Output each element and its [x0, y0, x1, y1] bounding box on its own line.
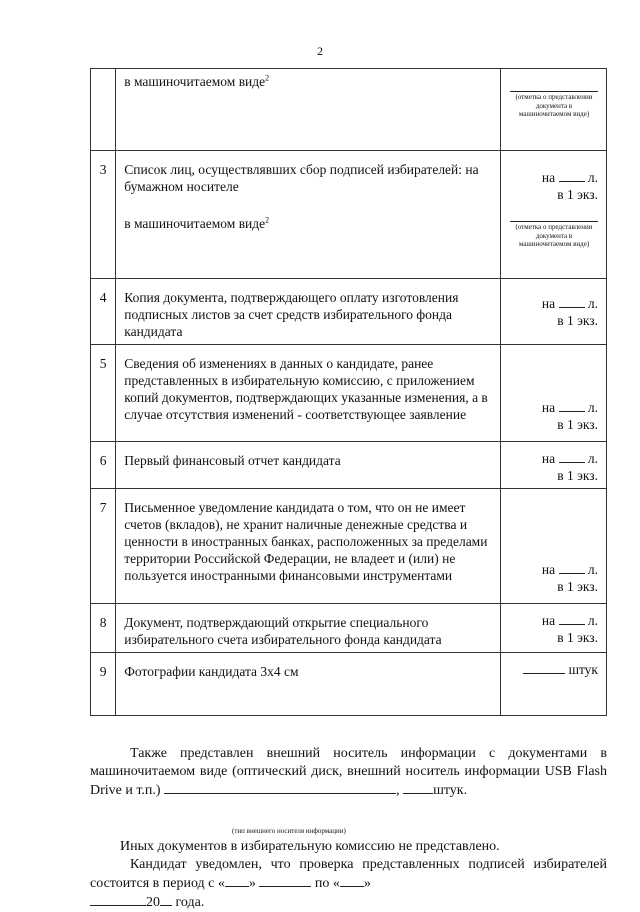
row-description: в машиночитаемом виде$^2$ [116, 69, 501, 151]
table-row [91, 69, 607, 151]
row-description: Копия документа, подтверждающего оплату изготовления подписных листов за счет средств избирательного фонда кандидата [116, 279, 501, 345]
table-row [91, 604, 607, 653]
table-row [91, 279, 607, 345]
row-description: Сведения об изменениях в данных о кандидате, ранее представленных в избирательную комиссию, с приложением копий документов, подтверждающих указанные изменения, а в случае отсутствия изменений - соответствующее заявление [116, 345, 501, 442]
verification-notice: Кандидат уведомлен, что проверка представленных подписей избирателей состоится в период с « » по « » 20 года. [90, 857, 607, 910]
row-note: штук [500, 653, 606, 716]
row-number: 8 [91, 604, 116, 653]
representation-mark: (отметка о представлении документа в машиночитаемом виде) [510, 91, 598, 119]
row-description: Письменное уведомление кандидата о том, что он не имеет счетов (вкладов), не хранит наличные денежные средства и ценности в иностранных банках, расположенных за пределами территории Российской Федерации, не владеет и (или) не пользуется иностранными финансовыми инструментами [116, 489, 501, 604]
table-row [91, 653, 607, 716]
row-description: Документ, подтверждающий открытие специального избирательного счета избирательного фонда кандидата [116, 604, 501, 653]
table-row [91, 489, 607, 604]
table-row [91, 345, 607, 442]
row-note: на л. в 1 экз. (отметка о представлении документа в машиночитаемом виде) [500, 151, 606, 279]
row-number: 4 [91, 279, 116, 345]
row-note: на л. в 1 экз. [500, 345, 606, 442]
page-number: 2 [317, 44, 323, 58]
media-type-caption: (тип внешнего носителя информации) [232, 827, 346, 835]
row-description: Фотографии кандидата 3х4 см [116, 653, 501, 716]
row-number [91, 69, 116, 151]
row-number: 5 [91, 345, 116, 442]
row-note: на л. в 1 экз. [500, 442, 606, 489]
row-number: 6 [91, 442, 116, 489]
row-note: на л. в 1 экз. [500, 604, 606, 653]
no-other-documents: Иных документов в избирательную комиссию не представлено. [120, 839, 500, 854]
row-note: на л. в 1 экз. [500, 489, 606, 604]
row-description: Список лиц, осуществлявших сбор подписей избирателей: на бумажном носителе в машиночитаемом виде$^2$ [116, 151, 501, 279]
external-media-paragraph: Также представлен внешний носитель информации с документами в машиночитаемом виде (оптический диск, внешний носитель информации USB Flash Drive и т.п.) , штук. [90, 746, 607, 798]
row-number: 3 [91, 151, 116, 279]
row-number: 7 [91, 489, 116, 604]
row-note: на л. в 1 экз. [500, 279, 606, 345]
documents-table [90, 68, 607, 716]
row-description: Первый финансовый отчет кандидата [116, 442, 501, 489]
table-row [91, 151, 607, 279]
table-row [91, 442, 607, 489]
representation-mark: (отметка о представлении документа в машиночитаемом виде) [510, 221, 598, 249]
row-number: 9 [91, 653, 116, 716]
row-note [500, 69, 606, 151]
